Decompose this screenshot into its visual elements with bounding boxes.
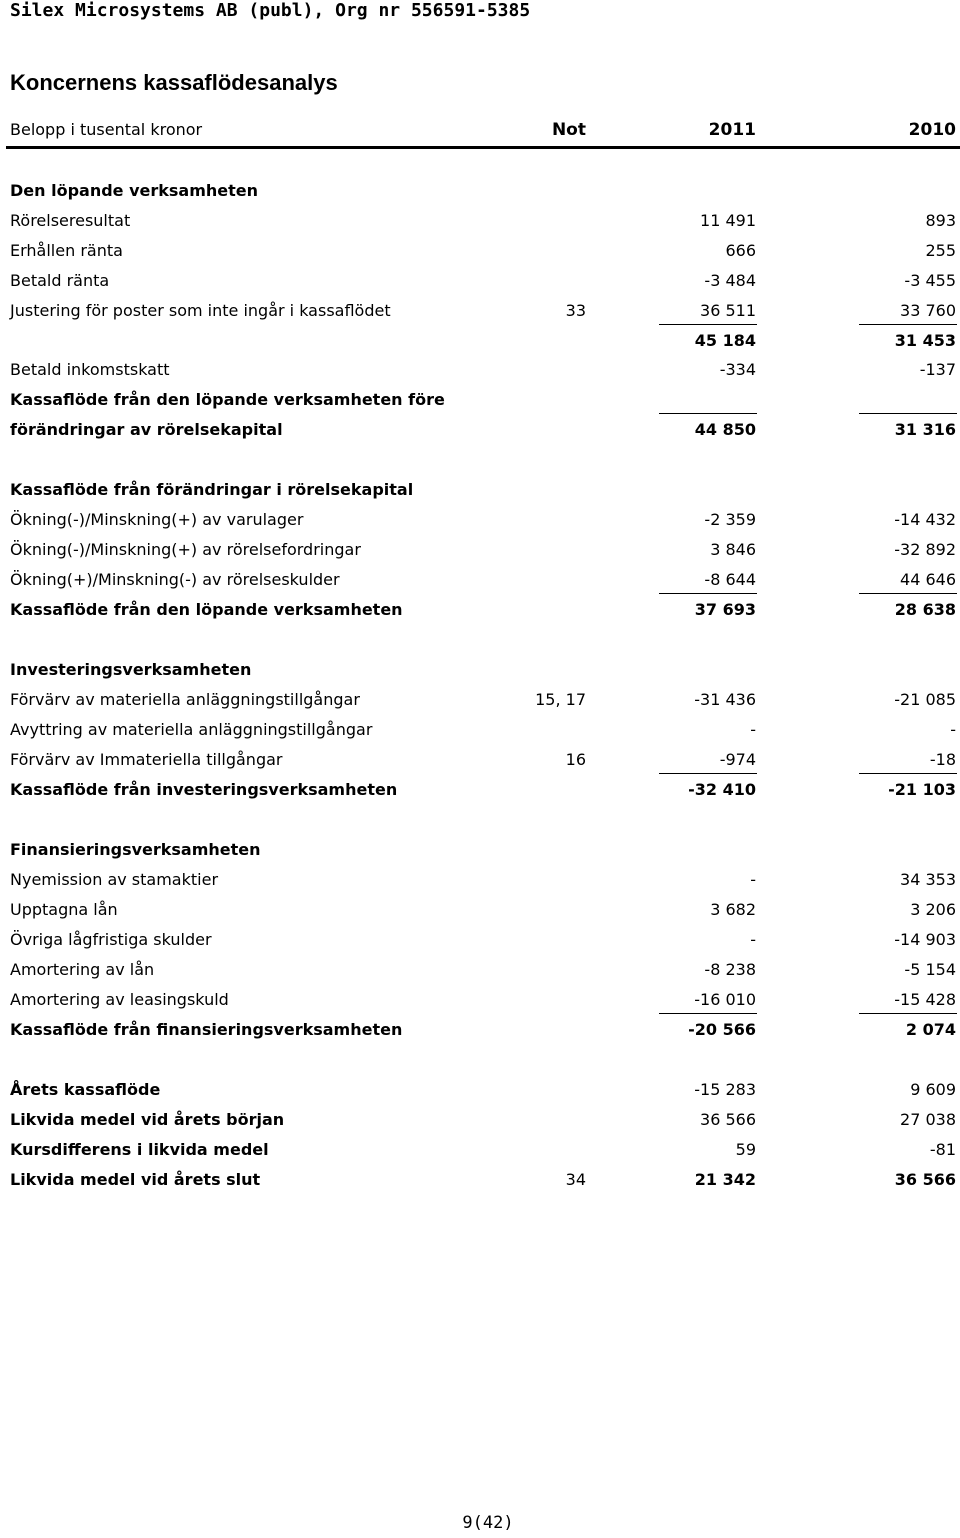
row-note	[480, 958, 586, 982]
row-value-2011: 3 846	[710, 540, 756, 559]
row-value-2011: -974	[719, 750, 756, 769]
row-value-2010: -32 892	[894, 540, 956, 559]
row-note	[480, 928, 586, 952]
row-label: Nyemission av stamaktier	[10, 870, 219, 889]
table-row	[0, 299, 960, 323]
row-value-2011: 37 693	[694, 600, 756, 619]
row-value-2011: -20 566	[688, 1020, 756, 1039]
row-value-2011: -334	[719, 360, 756, 379]
row-note: 34	[565, 1170, 586, 1189]
row-value-2010: 44 646	[900, 570, 956, 589]
row-value-2010: -14 432	[894, 510, 956, 529]
row-label: Betald ränta	[10, 271, 110, 290]
row-label: Den löpande verksamheten	[10, 181, 259, 200]
row-label: Kassaflöde från investeringsverksamheten	[10, 780, 398, 799]
section-heading-financing	[0, 838, 960, 862]
row-value-2010: 2 074	[905, 1020, 956, 1039]
row-label: Erhållen ränta	[10, 241, 123, 260]
table-row	[0, 358, 960, 382]
row-value-2010: -14 903	[894, 930, 956, 949]
row-value-2010: 3 206	[910, 900, 956, 919]
table-row	[0, 928, 960, 952]
row-note	[480, 508, 586, 532]
table-row	[0, 868, 960, 892]
row-value-2010: -137	[919, 360, 956, 379]
year-2011-header: 2011	[708, 120, 756, 140]
subtotal-row	[0, 418, 960, 442]
row-label: Kassaflöde från förändringar i rörelsekapital	[10, 480, 414, 499]
row-label: Upptagna lån	[10, 900, 118, 919]
page-number: 9(42)	[462, 1513, 514, 1533]
row-value-2011: -	[750, 720, 756, 739]
row-value-2011: 666	[725, 241, 756, 260]
row-value-2011: -15 283	[694, 1080, 756, 1099]
year-2010-header: 2010	[908, 120, 956, 140]
summary-row	[0, 1138, 960, 1162]
row-value-2010: -18	[929, 750, 956, 769]
row-value-2010: 9 609	[910, 1080, 956, 1099]
table-row	[0, 209, 960, 233]
row-value-2011: -32 410	[688, 780, 756, 799]
table-row	[0, 718, 960, 742]
row-label: Förvärv av Immateriella tillgångar	[10, 750, 283, 769]
row-value-2010: 31 316	[894, 420, 956, 439]
row-value-2011: -8 238	[704, 960, 756, 979]
row-value-2010: 27 038	[900, 1110, 956, 1129]
row-label: Ökning(+)/Minskning(-) av rörelseskulder	[10, 570, 340, 589]
row-note: 15, 17	[535, 690, 586, 709]
company-header: Silex Microsystems AB (publ), Org nr 556591-5385	[10, 0, 531, 21]
row-value-2010: 33 760	[900, 301, 956, 320]
subtotal-row	[0, 1018, 960, 1042]
row-label: förändringar av rörelsekapital	[10, 420, 283, 439]
row-value-2010: -5 154	[904, 960, 956, 979]
row-label: Övriga lågfristiga skulder	[10, 930, 212, 949]
row-note	[480, 718, 586, 742]
summary-row	[0, 1108, 960, 1132]
subtotal-row	[0, 329, 960, 353]
row-note	[480, 209, 586, 233]
amount-unit-label: Belopp i tusental kronor	[10, 120, 203, 139]
table-row	[0, 898, 960, 922]
row-value-2011: -3 484	[704, 271, 756, 290]
subtotal-label-row	[0, 388, 960, 412]
row-label: Ökning(-)/Minskning(+) av varulager	[10, 510, 304, 529]
row-value-2011: -31 436	[694, 690, 756, 709]
row-value-2011: -16 010	[694, 990, 756, 1009]
row-label: Investeringsverksamheten	[10, 660, 252, 679]
table-row	[0, 958, 960, 982]
row-note	[480, 568, 586, 592]
row-value-2010: -21 085	[894, 690, 956, 709]
row-value-2010: 34 353	[900, 870, 956, 889]
row-note	[480, 988, 586, 1012]
column-header	[0, 116, 960, 144]
row-label: Årets kassaflöde	[10, 1080, 161, 1099]
row-note	[480, 269, 586, 293]
subtotal-row	[0, 778, 960, 802]
row-value-2011: 36 566	[700, 1110, 756, 1129]
row-note	[480, 538, 586, 562]
row-note: 33	[565, 301, 586, 320]
section-heading-operating	[0, 179, 960, 203]
row-label: Justering för poster som inte ingår i kassaflödet	[10, 301, 391, 320]
row-label: Kassaflöde från finansieringsverksamheten	[10, 1020, 403, 1039]
section-heading-investing	[0, 658, 960, 682]
note-column-header: Not	[551, 120, 586, 140]
table-row	[0, 239, 960, 263]
row-value-2010: -	[950, 720, 956, 739]
row-label: Rörelseresultat	[10, 211, 131, 230]
table-row	[0, 748, 960, 772]
row-value-2011: 59	[735, 1140, 756, 1159]
row-value-2011: 11 491	[700, 211, 756, 230]
row-note: 16	[565, 750, 586, 769]
row-note	[480, 239, 586, 263]
header-divider	[6, 146, 960, 149]
row-value-2010: -3 455	[904, 271, 956, 290]
row-label: Kassaflöde från den löpande verksamheten före	[10, 390, 445, 409]
row-value-2010: 31 453	[894, 331, 956, 350]
row-value-2011: 36 511	[700, 301, 756, 320]
table-row	[0, 568, 960, 592]
table-row	[0, 688, 960, 712]
table-row	[0, 508, 960, 532]
row-value-2011: 3 682	[710, 900, 756, 919]
row-label: Avyttring av materiella anläggningstillgångar	[10, 720, 373, 739]
row-value-2011: -	[750, 870, 756, 889]
summary-row	[0, 1078, 960, 1102]
row-label: Ökning(-)/Minskning(+) av rörelsefordringar	[10, 540, 361, 559]
row-label: Amortering av lån	[10, 960, 155, 979]
row-value-2011: -2 359	[704, 510, 756, 529]
page-title: Koncernens kassaflödesanalys	[10, 70, 338, 95]
row-value-2010: 36 566	[894, 1170, 956, 1189]
row-label: Likvida medel vid årets slut	[10, 1170, 261, 1189]
row-value-2010: -15 428	[894, 990, 956, 1009]
row-note	[480, 358, 586, 382]
row-value-2011: 45 184	[694, 331, 756, 350]
row-note	[480, 898, 586, 922]
row-value-2010: 28 638	[894, 600, 956, 619]
row-note	[480, 868, 586, 892]
row-value-2010: -81	[929, 1140, 956, 1159]
row-value-2011: 44 850	[694, 420, 756, 439]
row-label: Likvida medel vid årets början	[10, 1110, 285, 1129]
row-label: Förvärv av materiella anläggningstillgångar	[10, 690, 360, 709]
row-label: Finansieringsverksamheten	[10, 840, 261, 859]
row-note	[480, 1108, 586, 1132]
subtotal-row	[0, 598, 960, 622]
row-label: Kursdifferens i likvida medel	[10, 1140, 269, 1159]
row-value-2010: -21 103	[888, 780, 956, 799]
summary-row	[0, 1168, 960, 1192]
row-value-2011: -	[750, 930, 756, 949]
row-label: Betald inkomstskatt	[10, 360, 170, 379]
row-note	[480, 1078, 586, 1102]
row-value-2010: 893	[925, 211, 956, 230]
table-row	[0, 988, 960, 1012]
row-label: Kassaflöde från den löpande verksamheten	[10, 600, 403, 619]
table-row	[0, 538, 960, 562]
row-label: Amortering av leasingskuld	[10, 990, 229, 1009]
section-heading-working-capital	[0, 478, 960, 502]
table-row	[0, 269, 960, 293]
row-value-2010: 255	[925, 241, 956, 260]
row-value-2011: -8 644	[704, 570, 756, 589]
row-value-2011: 21 342	[694, 1170, 756, 1189]
row-note	[480, 1138, 586, 1162]
